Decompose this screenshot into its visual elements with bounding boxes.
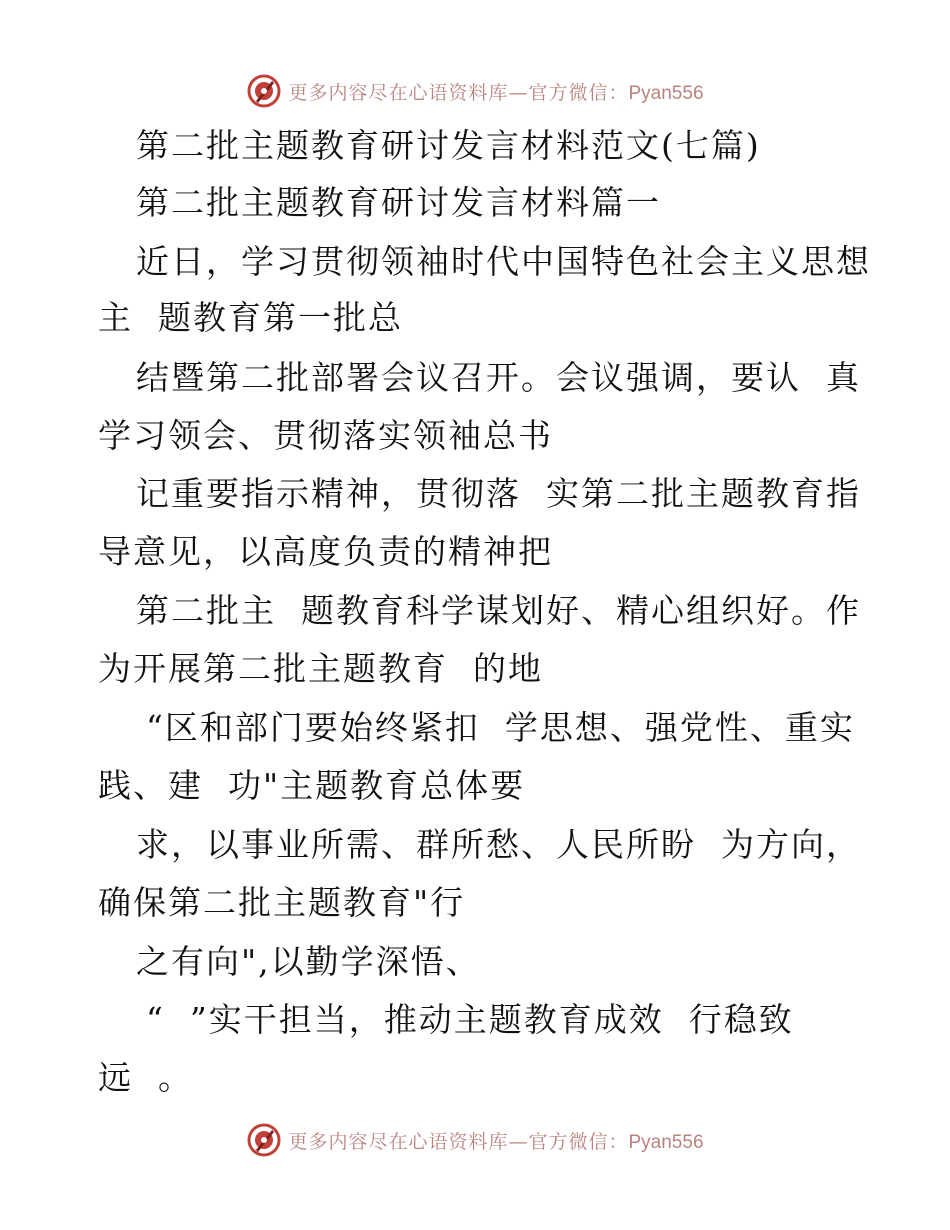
- paragraph-line: 践、建 功"主题教育总体要: [98, 766, 526, 805]
- banner-site-text: 更多内容尽在心语资料库: [288, 1130, 509, 1153]
- banner-wechat-handle: Pyan556: [628, 82, 704, 104]
- section-heading: 第二批主题教育研讨发言材料篇一: [136, 183, 661, 222]
- quill-logo-icon: [246, 1122, 282, 1158]
- paragraph-line: 确保第二批主题教育"行: [98, 883, 466, 922]
- paragraph-line: 近日，学习贯彻领袖时代中国特色社会主义思想: [136, 242, 871, 281]
- banner-dash: —: [508, 1130, 529, 1153]
- banner-wechat-handle: Pyan556: [628, 1131, 704, 1153]
- paragraph-line: 导意见，以高度负责的精神把: [98, 532, 553, 571]
- banner-text: [288, 1127, 703, 1154]
- paragraph-line: 记重要指示精神，贯彻落 实第二批主题教育指: [136, 474, 861, 513]
- paragraph-line: 第二批主 题教育科学谋划好、精心组织好。作: [136, 591, 861, 630]
- header-banner: [0, 68, 950, 114]
- paragraph-line: 远 。: [98, 1058, 193, 1097]
- banner-wechat-label: 官方微信：: [528, 1130, 629, 1153]
- quill-logo-icon: [246, 73, 282, 109]
- banner-inner: [246, 1122, 703, 1158]
- banner-text: [288, 78, 703, 105]
- paragraph-line: 主 题教育第一批总: [98, 298, 403, 337]
- paragraph-line: 之有向",以勤学深悟、: [136, 942, 481, 981]
- paragraph-line: 为开展第二批主题教育 的地: [98, 649, 543, 688]
- paragraph-line: 学习领会、贯彻落实领袖总书: [98, 416, 553, 455]
- paragraph-line: “ ”实干担当，推动主题教育成效 行稳致: [146, 1000, 794, 1039]
- banner-wechat-label: 官方微信：: [528, 81, 629, 104]
- paragraph-line: 结暨第二批部署会议召开。会议强调，要认 真: [136, 358, 861, 397]
- banner-inner: [246, 73, 703, 109]
- footer-banner: [0, 1117, 950, 1163]
- paragraph-line: “区和部门要始终紧扣 学思想、强党性、重实: [146, 708, 855, 747]
- banner-site-text: 更多内容尽在心语资料库: [288, 81, 509, 104]
- document-title: 第二批主题教育研讨发言材料范文(七篇): [136, 126, 761, 165]
- banner-dash: —: [508, 81, 529, 104]
- paragraph-line: 求，以事业所需、群所愁、人民所盼 为方向，: [136, 825, 861, 864]
